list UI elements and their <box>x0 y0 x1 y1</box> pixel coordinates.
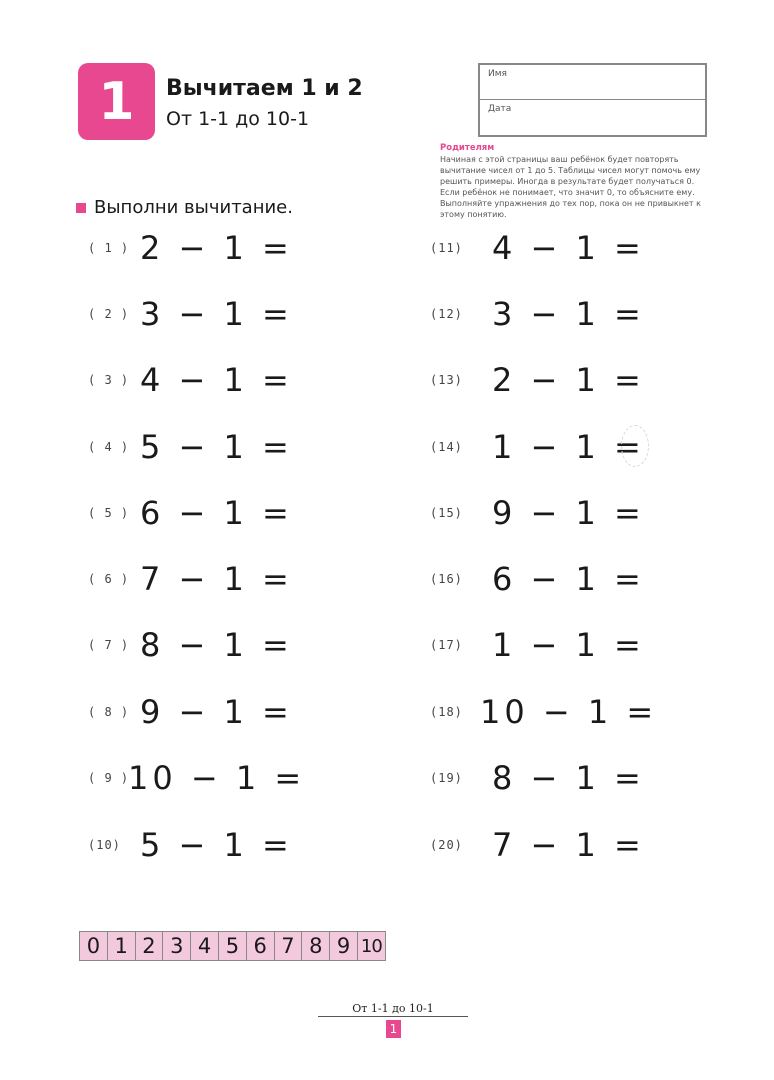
problem-expression: 3 − 1 = <box>140 295 293 333</box>
problem-expression: 1 − 1 = <box>492 428 645 466</box>
problem-expression: 7 − 1 = <box>140 560 293 598</box>
problem-expression: 9 − 1 = <box>140 693 293 731</box>
problem-expression: 10 − 1 = <box>480 693 658 731</box>
parents-note <box>440 143 712 220</box>
problem-expression: 4 − 1 = <box>492 229 645 267</box>
instruction-text: Выполни вычитание. <box>94 197 293 218</box>
number-line-cell: 5 <box>219 931 247 961</box>
number-line-cell: 4 <box>191 931 219 961</box>
problem-expression: 2 − 1 = <box>140 229 293 267</box>
problem-number: (17) <box>430 638 463 652</box>
problem-item <box>430 625 730 665</box>
problem-number: (12) <box>430 307 463 321</box>
problem-number: ( 3 ) <box>88 373 130 387</box>
problem-expression: 3 − 1 = <box>492 295 645 333</box>
problem-item <box>88 825 388 865</box>
problem-expression: 7 − 1 = <box>492 826 645 864</box>
instruction <box>76 197 293 218</box>
problem-number: ( 5 ) <box>88 506 130 520</box>
number-line-cell: 10 <box>358 931 386 961</box>
number-line <box>79 931 386 961</box>
problem-expression: 6 − 1 = <box>492 560 645 598</box>
parents-note-text: Начиная с этой страницы ваш ребёнок будет повторять вычитание чисел от 1 до 5. Таблицы чисел могут помочь ему решить примеры. Иногда в результате будет получаться 0. Если ребёнок не понимает, что значит 0, то объясните ему. Выполняйте упражнения до тех пор, пока он не привыкнет к этому понятию. <box>440 155 701 219</box>
problem-number: (18) <box>430 705 463 719</box>
problem-item <box>88 493 388 533</box>
problem-item <box>88 228 388 268</box>
problem-item <box>430 360 730 400</box>
problem-item <box>88 559 388 599</box>
parents-note-title: Родителям <box>440 143 495 153</box>
number-line-cell: 2 <box>136 931 164 961</box>
problem-expression: 10 − 1 = <box>128 759 306 797</box>
problem-expression: 4 − 1 = <box>140 361 293 399</box>
name-label: Имя <box>488 69 507 79</box>
problem-number: (13) <box>430 373 463 387</box>
problem-expression: 9 − 1 = <box>492 494 645 532</box>
footer-title: От 1-1 до 10-1 <box>352 1002 434 1015</box>
answer-placeholder-oval <box>621 425 649 467</box>
problem-number: (20) <box>430 838 463 852</box>
number-line-cell: 1 <box>108 931 136 961</box>
number-line-cell: 3 <box>163 931 191 961</box>
lesson-number-badge: 1 <box>78 63 155 140</box>
problem-expression: 5 − 1 = <box>140 428 293 466</box>
number-line-cell: 7 <box>275 931 303 961</box>
problem-number: (16) <box>430 572 463 586</box>
page-number: 1 <box>386 1020 401 1038</box>
problem-item <box>88 625 388 665</box>
problem-item <box>88 427 388 467</box>
page-subtitle: От 1-1 до 10-1 <box>166 108 310 130</box>
date-field[interactable] <box>480 100 705 135</box>
problem-expression: 1 − 1 = <box>492 626 645 664</box>
problem-number: (11) <box>430 241 463 255</box>
number-line-cell: 6 <box>247 931 275 961</box>
footer-divider <box>318 1016 468 1017</box>
problem-item <box>88 758 388 798</box>
problem-item <box>430 692 730 732</box>
problem-item <box>430 825 730 865</box>
number-line-cell: 0 <box>80 931 108 961</box>
problem-item <box>430 228 730 268</box>
problem-item <box>430 559 730 599</box>
problem-item <box>88 294 388 334</box>
problem-number: ( 7 ) <box>88 638 130 652</box>
problem-item <box>430 294 730 334</box>
name-field[interactable] <box>480 65 705 100</box>
problem-expression: 2 − 1 = <box>492 361 645 399</box>
problem-number: ( 6 ) <box>88 572 130 586</box>
problem-number: (15) <box>430 506 463 520</box>
problem-item <box>88 692 388 732</box>
problem-number: ( 4 ) <box>88 440 130 454</box>
number-line-cell: 8 <box>302 931 330 961</box>
bullet-square-icon <box>76 203 86 213</box>
problem-expression: 6 − 1 = <box>140 494 293 532</box>
number-line-cell: 9 <box>330 931 358 961</box>
problem-expression: 5 − 1 = <box>140 826 293 864</box>
problem-expression: 8 − 1 = <box>140 626 293 664</box>
page-title: Вычитаем 1 и 2 <box>166 76 363 101</box>
problem-item <box>88 360 388 400</box>
problem-item <box>430 427 730 467</box>
problem-expression: 8 − 1 = <box>492 759 645 797</box>
problem-number: ( 9 ) <box>88 771 130 785</box>
problem-number: ( 2 ) <box>88 307 130 321</box>
problem-number: ( 8 ) <box>88 705 130 719</box>
date-label: Дата <box>488 104 512 114</box>
problem-number: (14) <box>430 440 463 454</box>
problem-number: (19) <box>430 771 463 785</box>
problem-item <box>430 493 730 533</box>
problem-item <box>430 758 730 798</box>
problem-number: ( 1 ) <box>88 241 130 255</box>
name-date-box <box>478 63 707 137</box>
problem-number: (10) <box>88 838 121 852</box>
